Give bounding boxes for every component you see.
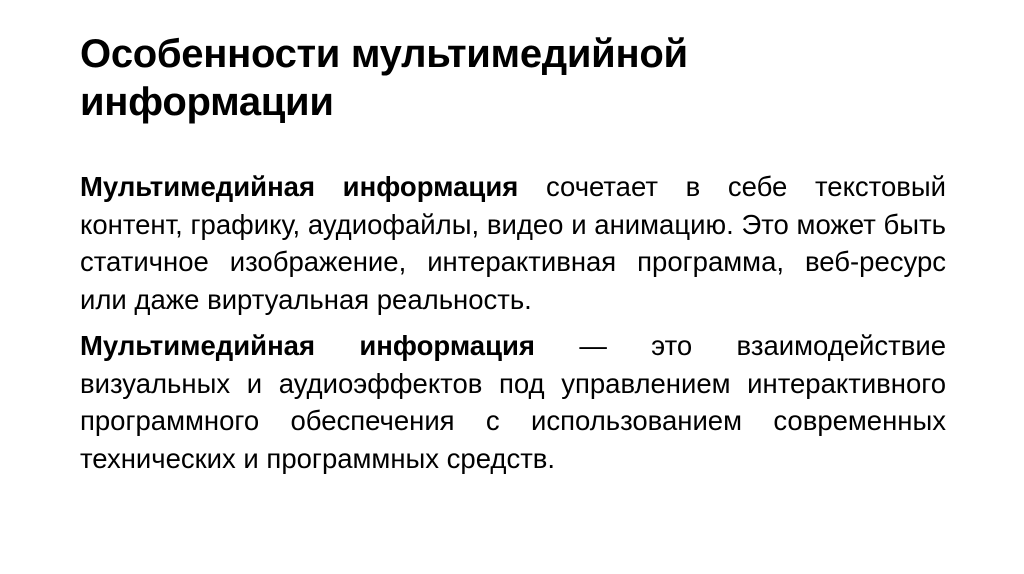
paragraph-definition-1 xyxy=(80,168,946,318)
paragraph-text: — это взаимодействие визуальных и аудиоэффектов под управлением интерактивного программного обеспечения с использованием современных технических и программных средств. xyxy=(80,330,947,474)
paragraph-text: сочетает в себе текстовый контент, графику, аудиофайлы, видео и анимацию. Это может быть статичное изображение, интерактивная программа, веб-ресурс или даже виртуальная реальность. xyxy=(80,171,947,315)
slide-body xyxy=(80,168,946,486)
paragraph-definition-2 xyxy=(80,327,946,477)
slide-title: Особенности мультимедийной информации xyxy=(80,32,688,124)
paragraph-term: Мультимедийная информация xyxy=(80,171,519,202)
paragraph-term: Мультимедийная информация xyxy=(80,330,535,361)
